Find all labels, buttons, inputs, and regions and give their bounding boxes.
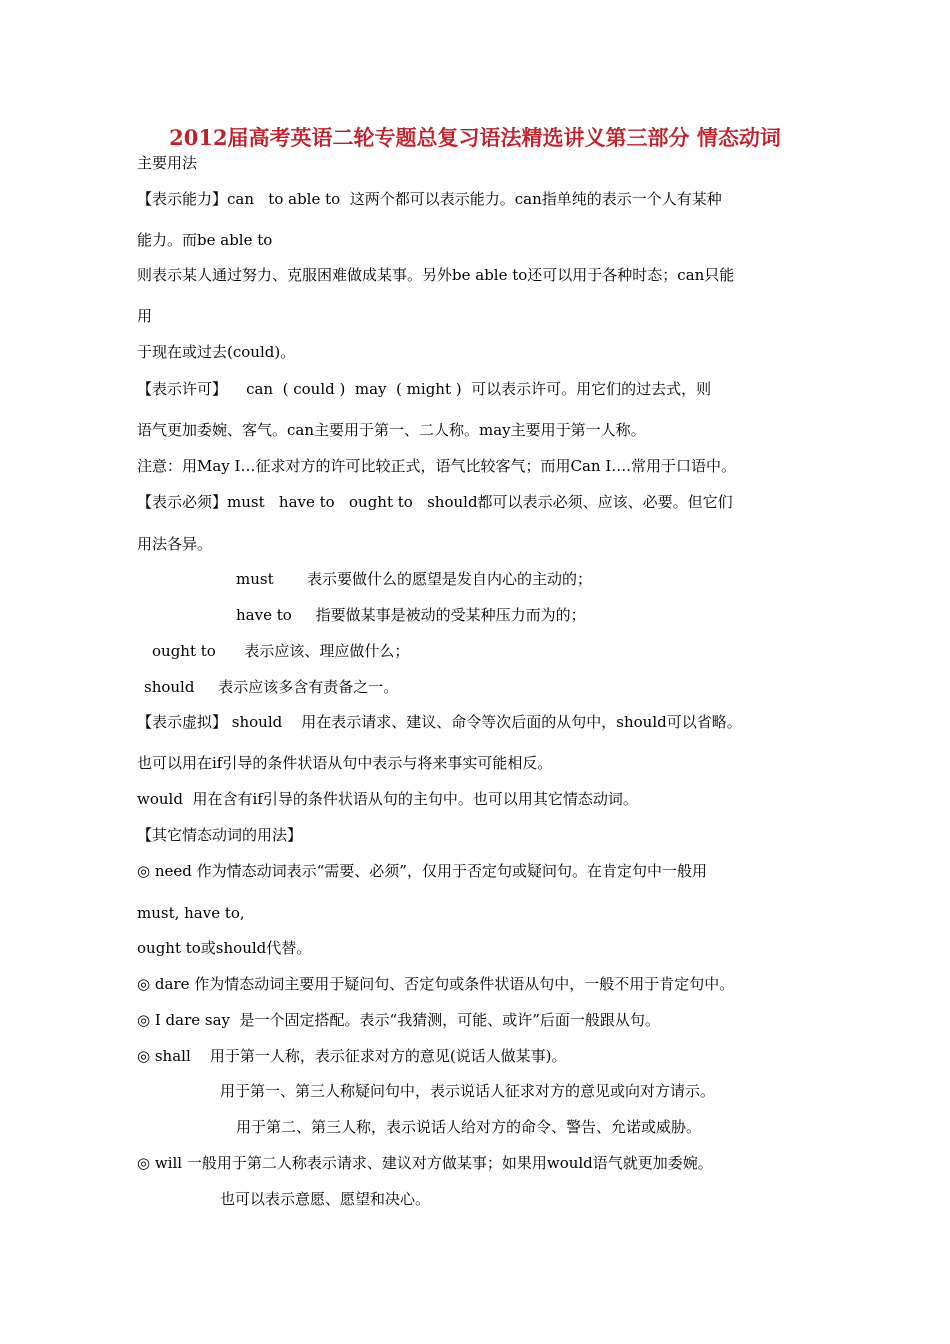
text-line: must, have to,: [137, 904, 245, 922]
text-line: 【表示许可】 can ( could ) may ( might ) 可以表示许可。用它们的过去式，则: [137, 380, 712, 398]
text-line: 注意：用May I…征求对方的许可比较正式，语气比较客气；而用Can I….常用于口语中。: [137, 457, 737, 475]
text-line: 【表示能力】can to able to 这两个都可以表示能力。can指单纯的表示一个人有某种: [137, 190, 722, 208]
document-title: 2012届高考英语二轮专题总复习语法精选讲义第三部分 情态动词: [169, 125, 781, 150]
text-line: ◎ dare 作为情态动词主要用于疑问句、否定句或条件状语从句中，一般不用于肯定句中。: [137, 975, 735, 993]
text-line: 语气更加委婉、客气。can主要用于第一、二人称。may主要用于第一人称。: [137, 421, 646, 439]
text-line: must 表示要做什么的愿望是发自内心的主动的；: [236, 570, 592, 588]
text-line: ought to 表示应该、理应做什么；: [152, 642, 410, 660]
text-line: 用: [137, 307, 153, 325]
text-line: ◎ I dare say 是一个固定搭配。表示“我猜测，可能、或许”后面一般跟从句。: [137, 1011, 660, 1029]
text-line: ought to或should代替。: [137, 939, 312, 957]
text-line: should 表示应该多含有责备之一。: [144, 678, 399, 696]
text-line: 【其它情态动词的用法】: [137, 826, 303, 844]
text-line: have to 指要做某事是被动的受某种压力而为的；: [236, 606, 586, 624]
text-line: 用于第一、第三人称疑问句中，表示说话人征求对方的意见或向对方请示。: [220, 1082, 716, 1100]
text-line: ◎ need 作为情态动词表示“需要、必须”，仅用于否定句或疑问句。在肯定句中一般用: [137, 862, 707, 880]
text-line: 能力。而be able to: [137, 231, 273, 249]
text-line: ◎ will 一般用于第二人称表示请求、建议对方做某事；如果用would语气就更加委婉。: [137, 1154, 713, 1172]
text-line: 用于第二、第三人称，表示说话人给对方的命令、警告、允诺或威胁。: [236, 1118, 702, 1136]
text-line: 于现在或过去(could)。: [137, 343, 296, 361]
text-line: ◎ shall 用于第一人称，表示征求对方的意见(说话人做某事)。: [137, 1047, 567, 1065]
text-line: 主要用法: [137, 154, 198, 172]
text-line: would 用在含有if引导的条件状语从句的主句中。也可以用其它情态动词。: [137, 790, 638, 808]
text-line: 也可以用在if引导的条件状语从句中表示与将来事实可能相反。: [137, 754, 553, 772]
text-line: 也可以表示意愿、愿望和决心。: [220, 1190, 431, 1208]
text-line: 则表示某人通过努力、克服困难做成某事。另外be able to还可以用于各种时态；can只能: [137, 266, 735, 284]
text-line: 用法各异。: [137, 535, 213, 553]
text-line: 【表示必须】must have to ought to should都可以表示必须、应该、必要。但它们: [137, 493, 733, 511]
text-line: 【表示虚拟】 should 用在表示请求、建议、命令等次后面的从句中，should可以省略。: [137, 713, 742, 731]
